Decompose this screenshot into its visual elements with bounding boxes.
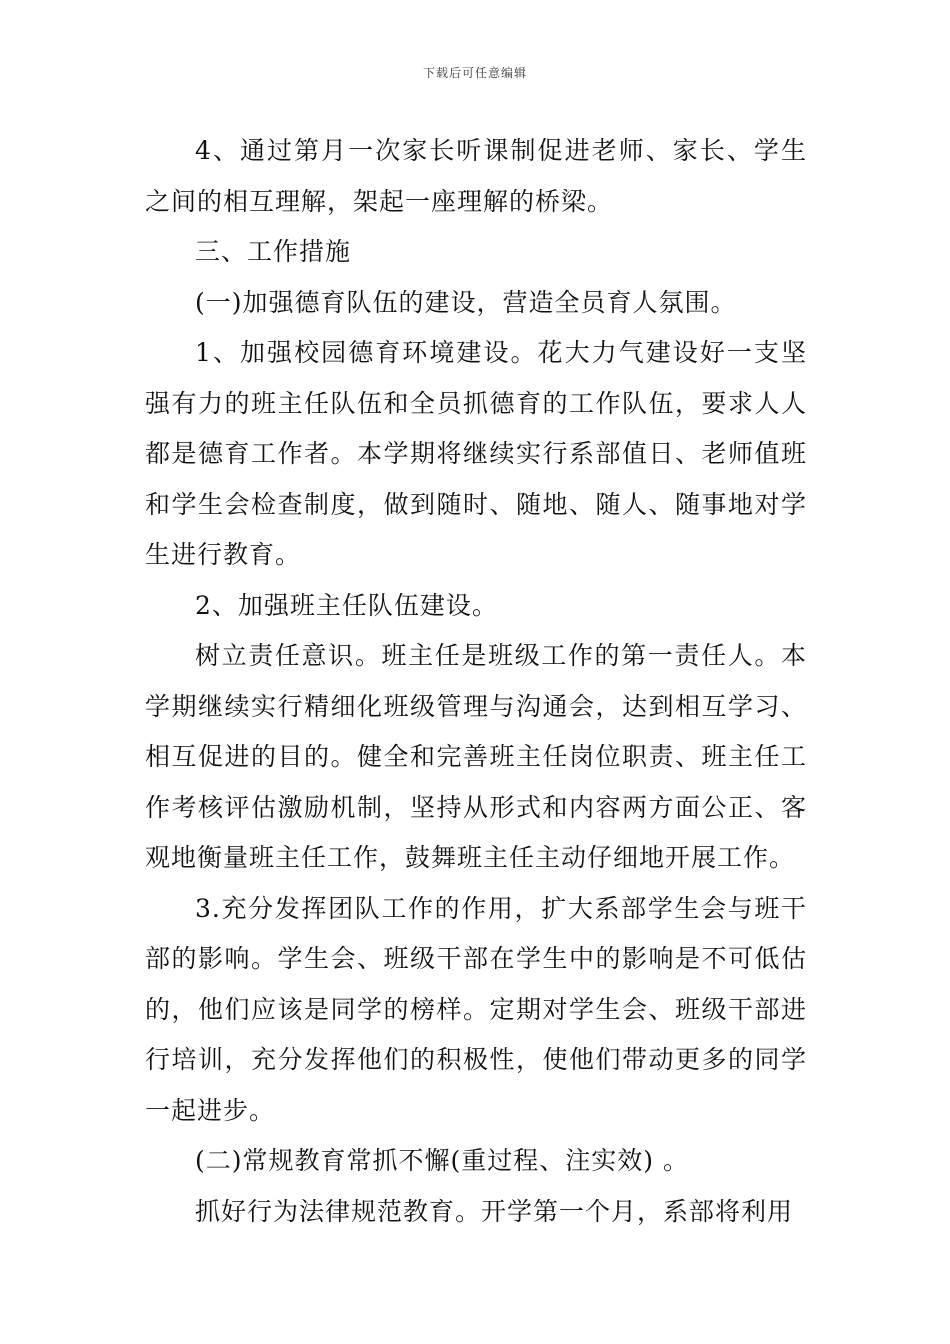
section-heading-work-measures: 三、工作措施 [195,237,352,266]
subsection-heading-2: (二)常规教育常抓不懈(重过程、注实效) 。 [195,1146,689,1175]
subsection-heading-1: (一)加强德育队伍的建设，营造全员育人氛围。 [195,287,737,317]
document-body [145,126,807,1237]
paragraph-class-teacher-team: 2、加强班主任队伍建设。 [195,590,498,620]
paragraph-moral-environment: 1、加强校园德育环境建设。花大力气建设好一支坚强有力的班主任队伍和全员抓德育的工作队伍，要求人人都是德育工作者。本学期将继续实行系部值日、老师值班和学生会检查制度，做到随时、随地、随人、随事地对学生进行教育。 [145,338,807,569]
paragraph-item-4: 4、通过第月一次家长听课制促进老师、家长、学生之间的相互理解，架起一座理解的桥梁。 [145,136,807,216]
paragraph-team-work: 3.充分发挥团队工作的作用，扩大系部学生会与班干部的影响。学生会、班级干部在学生中的影响是不可低估的，他们应该是同学的榜样。定期对学生会、班级干部进行培训，充分发挥他们的积极性，使他们带动更多的同学一起进步。 [145,893,807,1125]
paragraph-behavior-education: 抓好行为法律规范教育。开学第一个月，系部将利用 [195,1196,794,1226]
paragraph-responsibility: 树立责任意识。班主任是班级工作的第一责任人。本学期继续实行精细化班级管理与沟通会，达到相互学习、相互促进的目的。健全和完善班主任岗位职责、班主任工作考核评估激励机制，坚持从形式和内容两方面公正、客观地衡量班主任工作，鼓舞班主任主动仔细地开展工作。 [145,641,807,872]
page-header: 下载后可任意编辑 [422,66,527,80]
